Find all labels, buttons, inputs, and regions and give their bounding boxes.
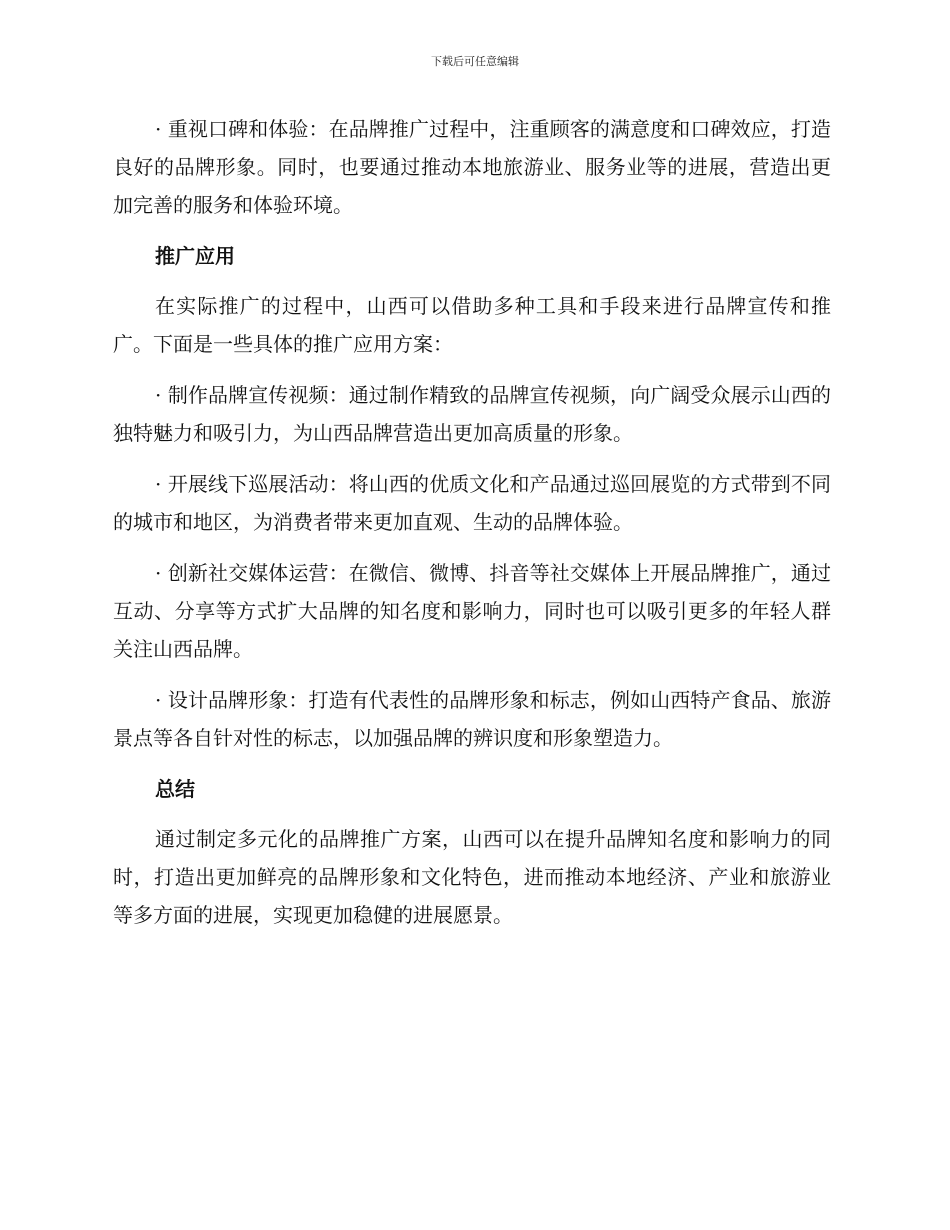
paragraph-promotion-intro: 在实际推广的过程中，山西可以借助多种工具和手段来进行品牌宣传和推广。下面是一些具体的推广应用方案： [113, 294, 831, 356]
paragraph-social-media: · 创新社交媒体运营：在微信、微博、抖音等社交媒体上开展品牌推广，通过互动、分享等方式扩大品牌的知名度和影响力，同时也可以吸引更多的年轻人群关注山西品牌。 [113, 561, 831, 661]
paragraph-summary: 通过制定多元化的品牌推广方案，山西可以在提升品牌知名度和影响力的同时，打造出更加鲜亮的品牌形象和文化特色，进而推动本地经济、产业和旅游业等多方面的进展，实现更加稳健的进展愿景。 [113, 827, 831, 927]
paragraph-promo-video: · 制作品牌宣传视频：通过制作精致的品牌宣传视频，向广阔受众展示山西的独特魅力和吸引力，为山西品牌营造出更加高质量的形象。 [113, 383, 831, 445]
document-body [113, 110, 831, 947]
paragraph-offline-exhibition: · 开展线下巡展活动：将山西的优质文化和产品通过巡回展览的方式带到不同的城市和地区，为消费者带来更加直观、生动的品牌体验。 [113, 472, 831, 534]
paragraph-word-of-mouth: · 重视口碑和体验：在品牌推广过程中，注重顾客的满意度和口碑效应，打造良好的品牌形象。同时，也要通过推动本地旅游业、服务业等的进展，营造出更加完善的服务和体验环境。 [113, 117, 831, 217]
section-heading-summary: 总结 [155, 777, 195, 801]
paragraph-brand-image: · 设计品牌形象：打造有代表性的品牌形象和标志，例如山西特产食品、旅游景点等各自针对性的标志，以加强品牌的辨识度和形象塑造力。 [113, 688, 831, 750]
header-note: 下载后可任意编辑 [431, 55, 519, 68]
section-heading-promotion-application: 推广应用 [155, 244, 235, 268]
